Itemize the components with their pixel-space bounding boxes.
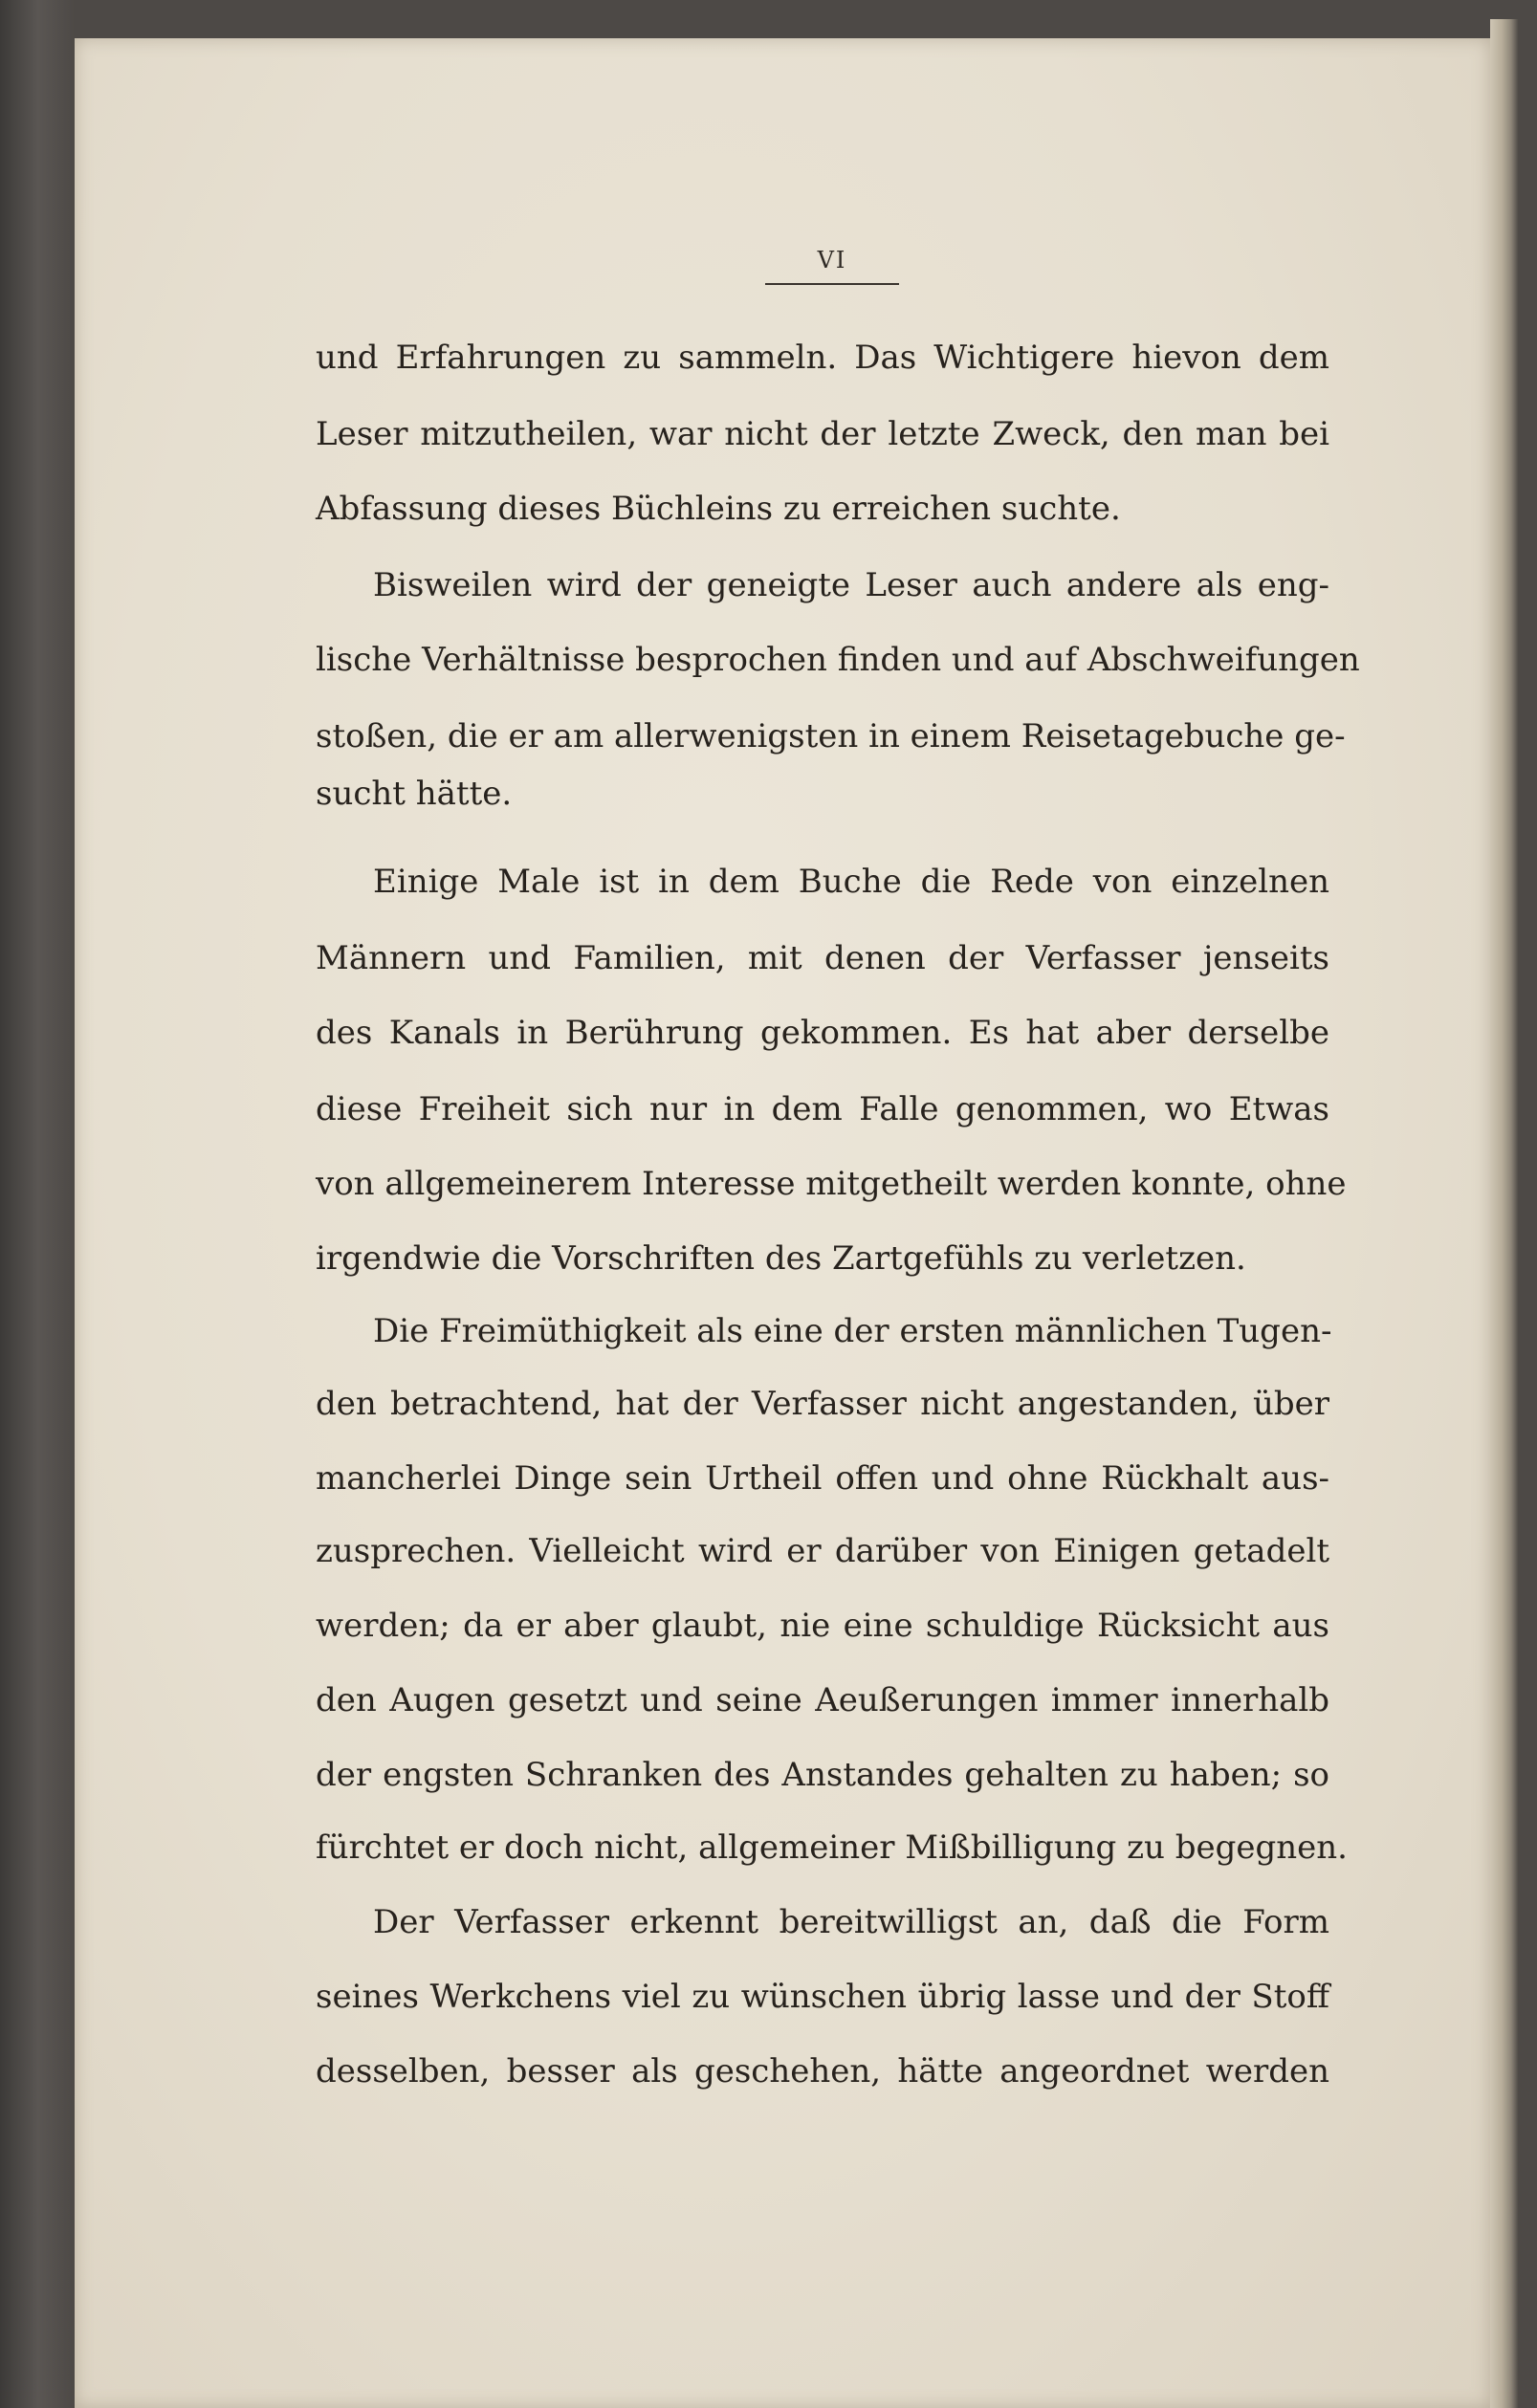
text-line: Der Verfasser erkennt bereitwilligst an, daß die Form <box>373 1903 1329 1941</box>
text-line: Einige Male ist in dem Buche die Rede von einzelnen <box>373 863 1329 901</box>
text-line: des Kanals in Berührung gekommen. Es hat aber derselbe <box>316 1014 1329 1052</box>
text-line: und Erfahrungen zu sammeln. Das Wichtigere hievon dem <box>316 339 1329 377</box>
text-line: fürchtet er doch nicht, allgemeiner Mißbilligung zu begegnen. <box>316 1828 1348 1867</box>
page-number-rule <box>765 283 899 285</box>
text-line: Bisweilen wird der geneigte Leser auch andere als eng- <box>373 566 1329 604</box>
text-line: werden; da er aber glaubt, nie eine schuldige Rücksicht aus <box>316 1607 1329 1645</box>
text-line: den Augen gesetzt und seine Aeußerungen immer innerhalb <box>316 1681 1329 1719</box>
text-line: seines Werkchens viel zu wünschen übrig lasse und der Stoff <box>316 1978 1329 2016</box>
page-number: VI <box>817 247 847 274</box>
text-line: Leser mitzutheilen, war nicht der letzte Zweck, den man bei <box>316 415 1329 453</box>
text-line: diese Freiheit sich nur in dem Falle genommen, wo Etwas <box>316 1090 1329 1128</box>
text-line: stoßen, die er am allerwenigsten in einem Reisetagebuche ge- <box>316 717 1346 755</box>
text-line: Abfassung dieses Büchleins zu erreichen suchte. <box>316 490 1121 528</box>
text-line: Die Freimüthigkeit als eine der ersten männlichen Tugen- <box>373 1312 1332 1350</box>
text-line: von allgemeinerem Interesse mitgetheilt werden konnte, ohne <box>316 1165 1347 1203</box>
text-line: sucht hätte. <box>316 775 513 813</box>
text-line: Männern und Familien, mit denen der Verfasser jenseits <box>316 939 1329 977</box>
text-line: irgendwie die Vorschriften des Zartgefühls zu verletzen. <box>316 1239 1246 1278</box>
text-line: mancherlei Dinge sein Urtheil offen und ohne Rückhalt aus- <box>316 1459 1329 1498</box>
text-line: lische Verhältnisse besprochen finden und auf Abschweifungen <box>316 641 1360 679</box>
text-line: desselben, besser als geschehen, hätte angeordnet werden <box>316 2052 1329 2091</box>
text-line: der engsten Schranken des Anstandes gehalten zu haben; so <box>316 1756 1329 1794</box>
text-line: den betrachtend, hat der Verfasser nicht angestanden, über <box>316 1385 1329 1423</box>
page-edge <box>1490 19 1519 2408</box>
text-line: zusprechen. Vielleicht wird er darüber von Einigen getadelt <box>316 1532 1329 1570</box>
